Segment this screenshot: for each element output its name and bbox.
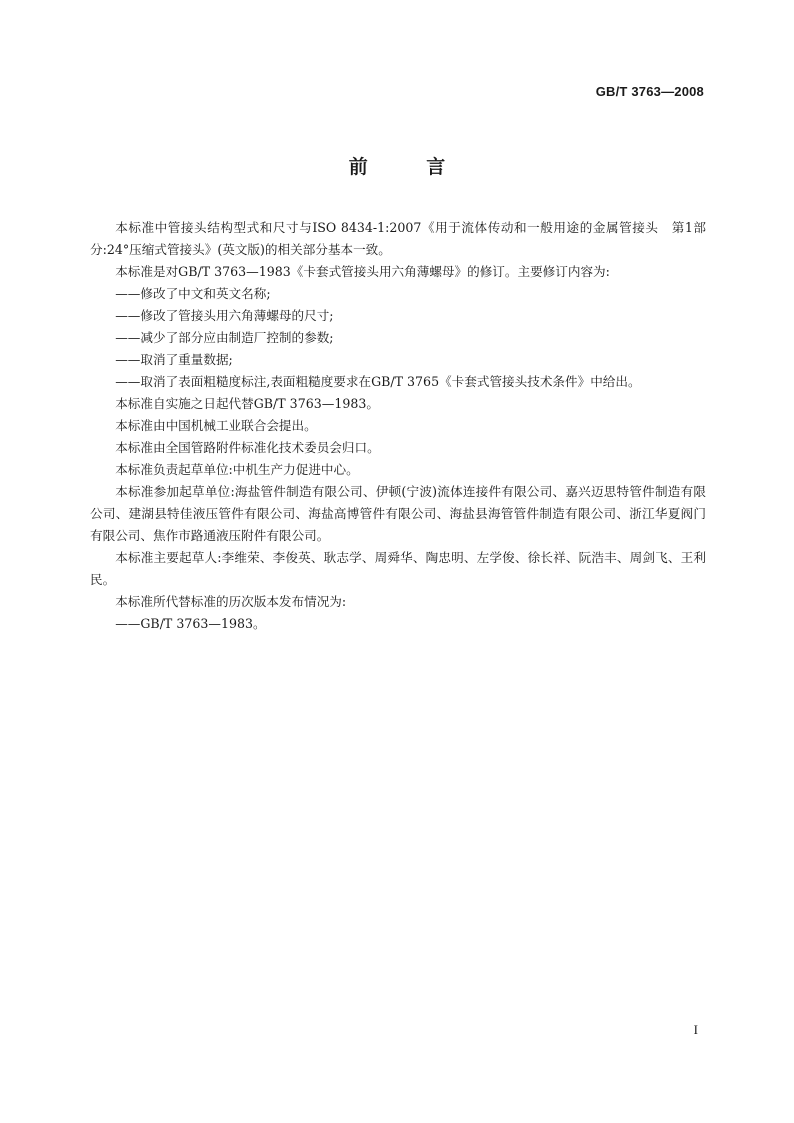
standard-number: GB/T 3763—2008 bbox=[595, 84, 704, 99]
paragraph-participating-drafters: 本标准参加起草单位:海盐管件制造有限公司、伊顿(宁波)流体连接件有限公司、嘉兴迈思特管件制造有限公司、建湖县特佳液压管件有限公司、海盐高博管件有限公司、海盐县海管管件制造有限公司、浙江华夏阀门有限公司、焦作市路通液压附件有限公司。 bbox=[90, 484, 706, 543]
page-title: 前 言 bbox=[348, 156, 472, 178]
paragraph-main-drafters: 本标准主要起草人:李维荣、李俊英、耿志学、周舜华、陶忠明、左学俊、徐长祥、阮浩丰、周剑飞、王利民。 bbox=[90, 550, 706, 587]
revision-item-3: ——减少了部分应由制造厂控制的参数; bbox=[115, 330, 334, 345]
paragraph-history: 本标准所代替标准的历次版本发布情况为: bbox=[115, 594, 347, 609]
paragraph-lead-drafter: 本标准负责起草单位:中机生产力促进中心。 bbox=[115, 462, 359, 477]
paragraph-committee: 本标准由全国管路附件标准化技术委员会归口。 bbox=[115, 440, 380, 455]
revision-item-4: ——取消了重量数据; bbox=[115, 352, 233, 367]
revision-item-2: ——修改了管接头用六角薄螺母的尺寸; bbox=[115, 308, 334, 323]
paragraph-replacement: 本标准自实施之日起代替GB/T 3763—1983。 bbox=[115, 396, 379, 411]
revision-item-5: ——取消了表面粗糙度标注,表面粗糙度要求在GB/T 3765《卡套式管接头技术条件》中给出。 bbox=[115, 374, 641, 389]
revision-item-1: ——修改了中文和英文名称; bbox=[115, 286, 271, 301]
paragraph-2: 本标准是对GB/T 3763—1983《卡套式管接头用六角薄螺母》的修订。主要修订内容为: bbox=[115, 264, 610, 279]
paragraph-1: 本标准中管接头结构型式和尺寸与ISO 8434-1:2007《用于流体传动和一般用途的金属管接头 第1部分:24°压缩式管接头》(英文版)的相关部分基本一致。 bbox=[90, 220, 706, 257]
paragraph-proposer: 本标准由中国机械工业联合会提出。 bbox=[115, 418, 317, 433]
foreword-body bbox=[90, 217, 706, 635]
page-number: I bbox=[693, 1022, 698, 1037]
history-item-1: ——GB/T 3763—1983。 bbox=[115, 616, 266, 631]
